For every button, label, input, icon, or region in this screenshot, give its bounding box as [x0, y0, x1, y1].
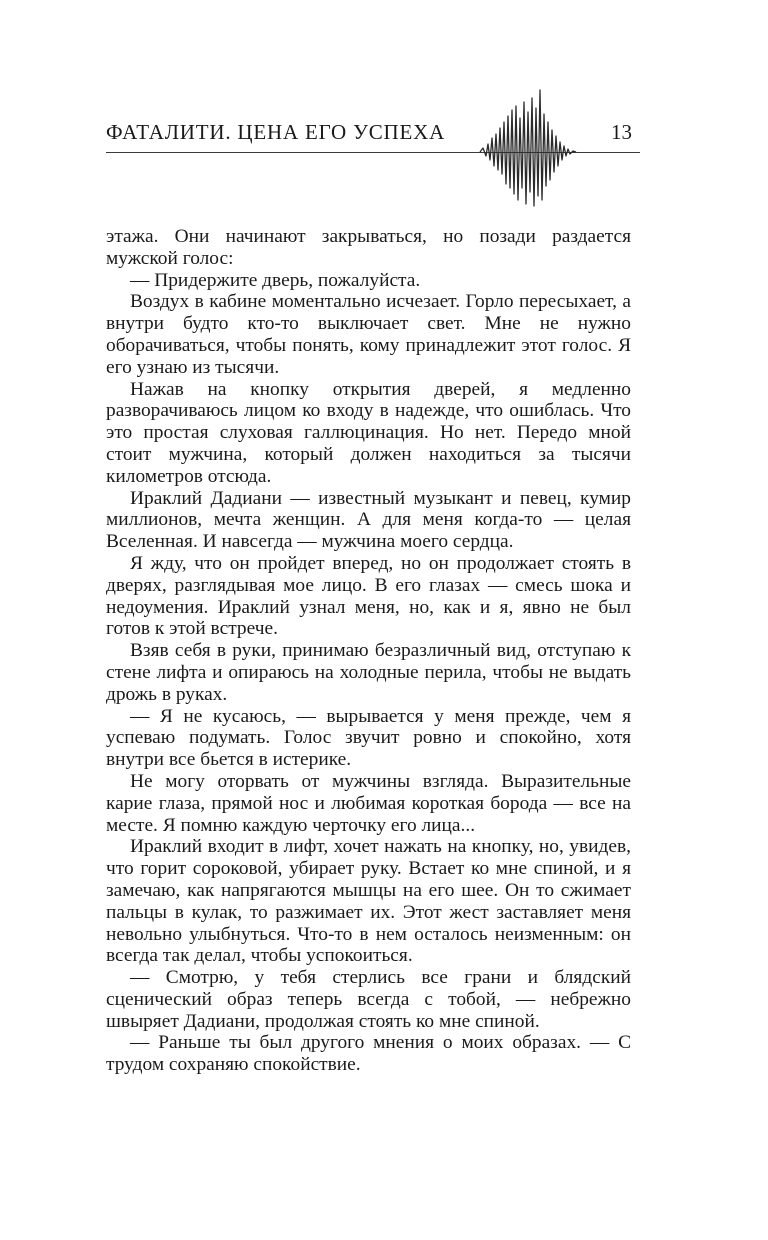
paragraph: Не могу оторвать от мужчины взгляда. Выразительные карие глаза, прямой нос и любимая короткая борода — все на месте. Я помню каждую черточку его лица...	[106, 770, 631, 836]
paragraph: Нажав на кнопку открытия дверей, я медленно разворачиваюсь лицом ко входу в надежде, что ошиблась. Что это простая слуховая галлюцинация. Но нет. Передо мной стоит мужчина, который должен находиться за тысячи километров отсюда.	[106, 378, 631, 487]
paragraph: Взяв себя в руки, принимаю безразличный вид, отступаю к стене лифта и опираюсь на холодные перила, чтобы не выдать дрожь в руках.	[106, 640, 631, 705]
paragraph: Воздух в кабине моментально исчезает. Горло пересыхает, а внутри будто кто-то выключает свет. Мне не нужно оборачиваться, чтобы понять, кому принадлежит этот голос. Я его узнаю из тысячи.	[106, 291, 631, 378]
paragraph: Ираклий Дадиани — известный музыкант и певец, кумир миллионов, мечта женщин. А для меня когда-то — целая Вселенная. И навсегда — мужчина моего сердца.	[106, 487, 631, 553]
running-header	[106, 108, 640, 208]
paragraph: Я жду, что он пройдет вперед, но он продолжает стоять в дверях, разглядывая мое лицо. В его глазах — смесь шока и недоумения. Ираклий узнал меня, но, как и я, явно не был готов к этой встрече.	[106, 552, 631, 640]
paragraph: — Раньше ты был другого мнения о моих образах. — С трудом сохраняю спокойствие.	[106, 1032, 631, 1076]
sound-waveform-icon	[478, 88, 578, 210]
paragraph: — Смотрю, у тебя стерлись все грани и блядский сценический образ теперь всегда с тобой, — небрежно швыряет Дадиани, продолжая стоять ко мне спиной.	[106, 967, 631, 1032]
body-text	[106, 226, 631, 1076]
paragraph: — Я не кусаюсь, — вырывается у меня прежде, чем я успеваю подумать. Голос звучит ровно и спокойно, хотя внутри все бьется в истерике.	[106, 705, 631, 771]
book-title: ФАТАЛИТИ. ЦЕНА ЕГО УСПЕХА	[106, 120, 446, 144]
paragraph: этажа. Они начинают закрываться, но позади раздается мужской голос:	[106, 226, 631, 269]
paragraph: Ираклий входит в лифт, хочет нажать на кнопку, но, увидев, что горит сороковой, убирает руку. Встает ко мне спиной, и я замечаю, как напрягаются мышцы на его шее. Он то сжимает пальцы в кулак, то разжимает их. Этот жест заставляет меня невольно улыбнуться. Что-то в нем осталось неизменным: он всегда так делал, чтобы успокоиться.	[106, 836, 631, 967]
paragraph: — Придержите дверь, пожалуйста.	[130, 269, 421, 291]
page-number: 13	[611, 120, 632, 144]
